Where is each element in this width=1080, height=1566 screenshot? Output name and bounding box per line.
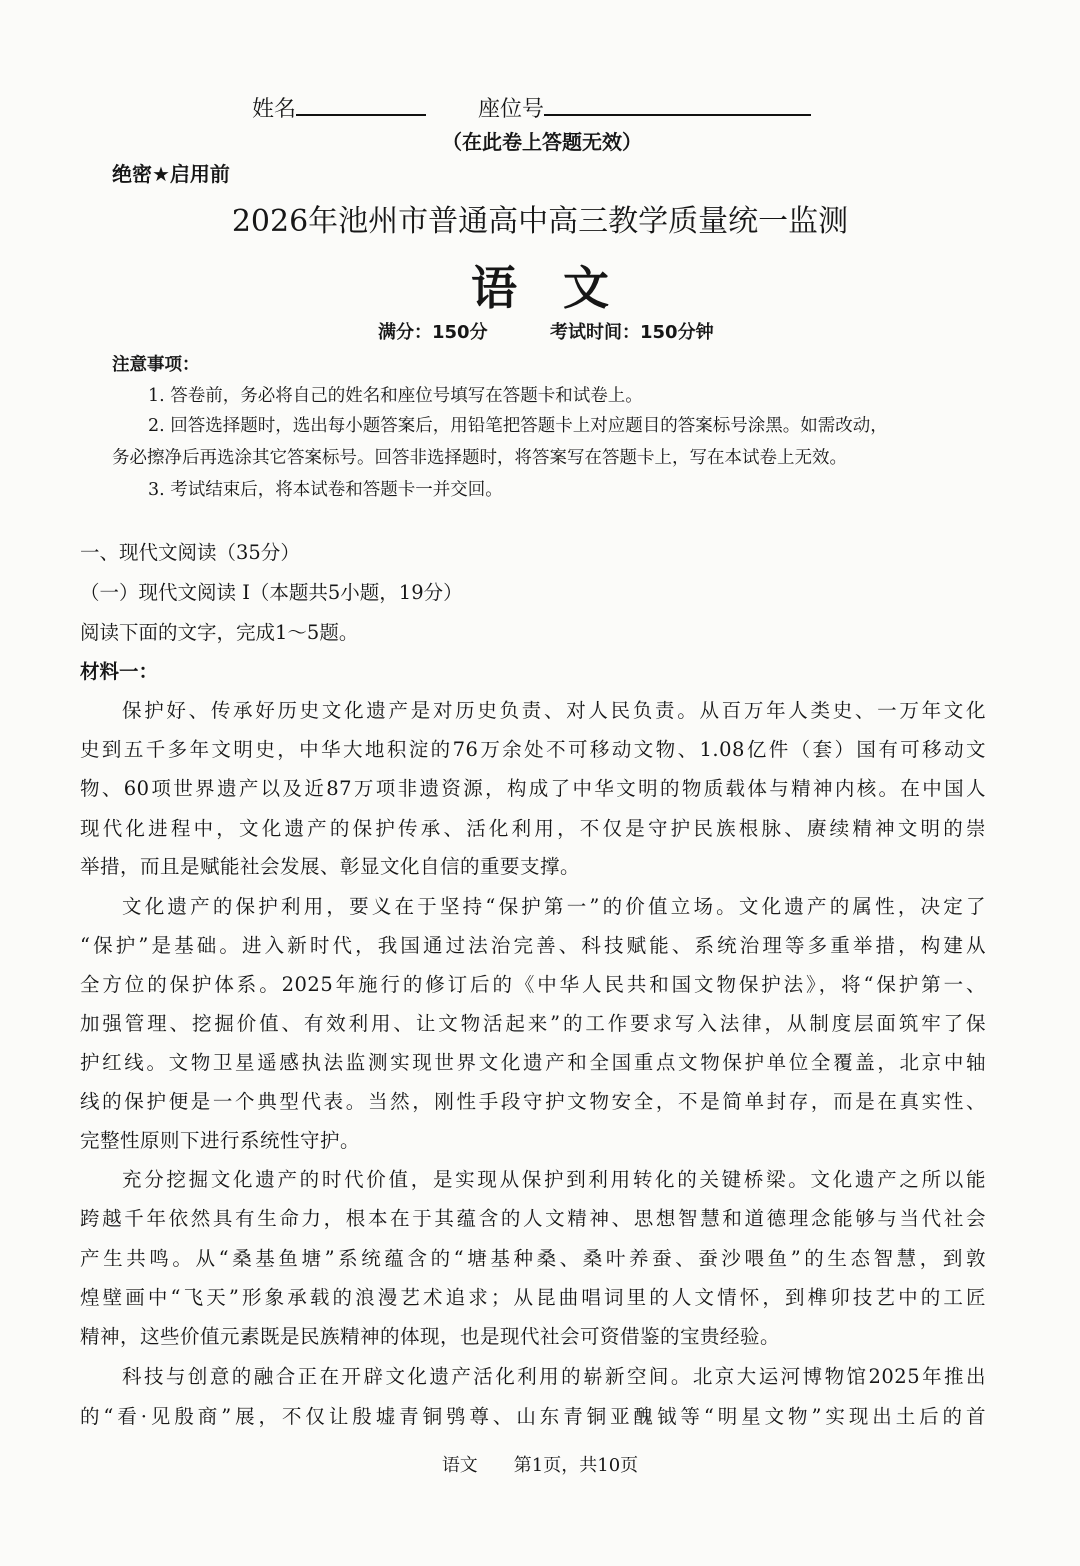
text-line: 护红线。文物卫星遥感执法监测实现世界文化遗产和全国重点文物保护单位全覆盖，北京中轴: [80, 1051, 986, 1074]
exam-title: 2026年池州市普通高中高三教学质量统一监测: [231, 204, 849, 239]
exam-time: 考试时间：150分钟: [550, 322, 714, 343]
sub-section-heading: （一）现代文阅读 I（本题共5小题，19分）: [80, 581, 463, 604]
subject-title: 语 文: [471, 261, 609, 315]
text-line: 文化遗产的保护利用，要义在于坚持“保护第一”的价值立场。文化遗产的属性，决定了: [122, 895, 986, 918]
text-line: 举措，而且是赋能社会发展、彰显文化自信的重要支撑。: [80, 855, 581, 878]
text-line: 煌壁画中“飞天”形象承载的浪漫艺术追求；从昆曲唱词里的人文情怀，到榫卯技艺中的工匠: [80, 1286, 986, 1309]
confidential-mark: 绝密★启用前: [112, 162, 230, 186]
instruction: 阅读下面的文字，完成1～5题。: [80, 621, 359, 644]
seat-label: 座位号: [478, 97, 545, 122]
text-line: 加强管理、挖掘价值、有效利用、让文物活起来”的工作要求写入法律，从制度层面筑牢了保: [80, 1012, 986, 1035]
text-line: 产生共鸣。从“桑基鱼塘”系统蕴含的“塘基种桑、桑叶养蚕、蚕沙喂鱼”的生态智慧，到敦: [80, 1247, 986, 1270]
text-line: 完整性原则下进行系统性守护。: [80, 1129, 361, 1152]
text-line: 跨越千年依然具有生命力，根本在于其蕴含的人文精神、思想智慧和道德理念能够与当代社会: [80, 1207, 986, 1230]
material-label: 材料一：: [80, 660, 159, 683]
text-line: 线的保护便是一个典型代表。当然，刚性手段守护文物安全，不是简单封存，而是在真实性、: [80, 1090, 986, 1113]
full-score: 满分：150分: [378, 322, 488, 343]
text-line: 精神，这些价值元素既是民族精神的体现，也是现代社会可资借鉴的宝贵经验。: [80, 1325, 781, 1348]
name-field: [252, 92, 426, 123]
seat-field: [478, 92, 811, 123]
name-blank: [296, 96, 426, 116]
text-line: 的“看·见殷商”展，不仅让殷墟青铜鸮尊、山东青铜亚醜钺等“明星文物”实现出土后的首: [80, 1405, 986, 1428]
text-line: 科技与创意的融合正在开辟文化遗产活化利用的崭新空间。北京大运河博物馆2025年推出: [122, 1365, 986, 1388]
notice-item: 2. 回答选择题时，选出每小题答案后，用铅笔把答题卡上对应题目的答案标号涂黑。如需改动，: [148, 416, 888, 436]
invalid-note: （在此卷上答题无效）: [442, 130, 642, 154]
text-line: 物、60项世界遗产以及近87万项非遗资源，构成了中华文明的物质载体与精神内核。在中国人: [80, 777, 986, 800]
page-footer: 语文 第1页，共10页: [441, 1455, 639, 1476]
notice-item: 1. 答卷前，务必将自己的姓名和座位号填写在答题卡和试卷上。: [148, 386, 643, 406]
notice-item: 3. 考试结束后，将本试卷和答题卡一并交回。: [148, 480, 503, 500]
text-line: 史到五千多年文明史，中华大地积淀的76万余处不可移动文物、1.08亿件（套）国有可移动文: [80, 738, 986, 761]
section-heading: 一、现代文阅读（35分）: [80, 541, 300, 564]
notice-item: 务必擦净后再选涂其它答案标号。回答非选择题时，将答案写在答题卡上，写在本试卷上无效。: [112, 448, 847, 468]
text-line: 全方位的保护体系。2025年施行的修订后的《中华人民共和国文物保护法》，将“保护第一、: [80, 973, 986, 996]
notice-heading: 注意事项：: [112, 355, 200, 375]
text-line: 保护好、传承好历史文化遗产是对历史负责、对人民负责。从百万年人类史、一万年文化: [122, 699, 986, 722]
text-line: 现代化进程中，文化遗产的保护传承、活化利用，不仅是守护民族根脉、赓续精神文明的崇: [80, 817, 986, 840]
text-line: “保护”是基础。进入新时代，我国通过法治完善、科技赋能、系统治理等多重举措，构建从: [80, 934, 986, 957]
text-line: 充分挖掘文化遗产的时代价值，是实现从保护到利用转化的关键桥梁。文化遗产之所以能: [122, 1168, 986, 1191]
name-label: 姓名: [252, 97, 297, 122]
seat-blank: [544, 96, 811, 116]
